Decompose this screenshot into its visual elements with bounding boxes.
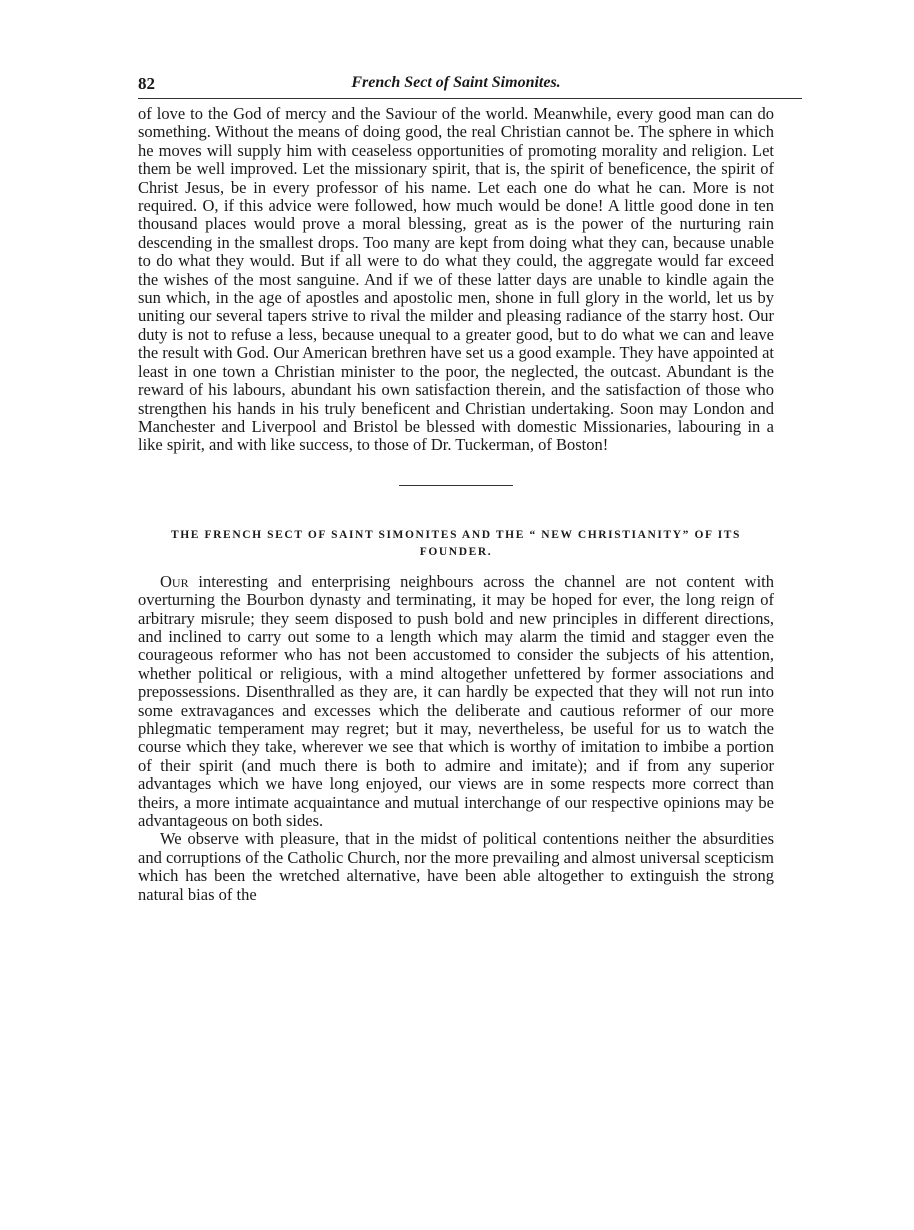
- article-body: [138, 573, 774, 904]
- article-heading: THE FRENCH SECT OF SAINT SIMONITES AND THE “ NEW CHRISTIANITY” OF ITS FOUNDER.: [170, 528, 742, 558]
- document-page: [138, 74, 774, 904]
- article-paragraph-1-text: interesting and enterprising neighbours across the channel are not content with overturning the Bourbon dynasty and terminating, it may be hoped for ever, the long reign of arbitrary misrule; they seem disposed to push bold and new principles in different directions, and inclined to carry out some to a length which may alarm the timid and stagger even the courageous reformer who has not been accustomed to consider the subjects of his attention, whether political or religious, with a mind altogether unfettered by former associations and prepossessions. Disenthralled as they are, it can hardly be expected that they will not run into some extravagances and excesses which the deliberate and cautious reformer of our more phlegmatic temperament may regret; but it may, nevertheless, be useful for us to watch the course which they take, wherever we see that which is worthy of imitation to imbibe a portion of their spirit (and much there is both to admire and imitate); and if from any superior advantages which we have long enjoyed, our views are in some respects more correct than theirs, a more intimate acquaintance and mutual interchange of our respective opinions may be advantageous on both sides.: [138, 571, 774, 830]
- article-paragraph-2: We observe with pleasure, that in the midst of political contentions neither the absurdities and corruptions of the Catholic Church, nor the more prevailing and almost universal scepticism which has been the wretched alternative, have been able altogether to extinguish the strong natural bias of the: [138, 829, 775, 904]
- article-paragraph-1: [138, 573, 774, 831]
- running-title: French Sect of Saint Simonites.: [351, 74, 561, 91]
- header-rule: [774, 98, 802, 99]
- page-number: 82: [138, 74, 155, 93]
- drop-word: Our: [160, 571, 189, 591]
- running-header: [138, 74, 774, 99]
- continued-text-block: [138, 105, 774, 455]
- continued-paragraph: of love to the God of mercy and the Saviour of the world. Meanwhile, every good man can do something. Without the means of doing good, the real Christian cannot be. The sphere in which he moves will supply him with ceaseless opportunities of promoting morality and religion. Let them be well improved. Let the missionary spirit, that is, the spirit of beneficence, the spirit of Christ Jesus, be in every professor of his name. Let each one do what he can. More is not required. O, if this advice were followed, how much would be done! A little good done in ten thousand places would prove a moral blessing, great as is the power of the nurturing rain descending in the smallest drops. Too many are kept from doing what they can, because unable to do what they would. But if all were to do what they could, the aggregate would far exceed the wishes of the most sanguine. And if we of these latter days are unable to kindle again the sun which, in the age of apostles and apostolic men, shone in full glory in the world, let us by uniting our several tapers strive to rival the milder and pleasing radiance of the starry host. Our duty is not to refuse a less, because unequal to a greater good, but to do what we can and leave the result with God. Our American brethren have set us a good example. They have appointed at least in one town a Christian minister to the poor, the neglected, the outcast. Abundant is the reward of his labours, abundant his own satisfaction therein, and the satisfaction of those who strengthen his hands in his truly beneficent and Christian undertaking. Soon may London and Manchester and Liverpool and Bristol be blessed with domestic Missionaries, labouring in a like spirit, and with like success, to those of Dr. Tuckerman, of Boston!: [138, 104, 774, 455]
- section-divider: [399, 485, 513, 486]
